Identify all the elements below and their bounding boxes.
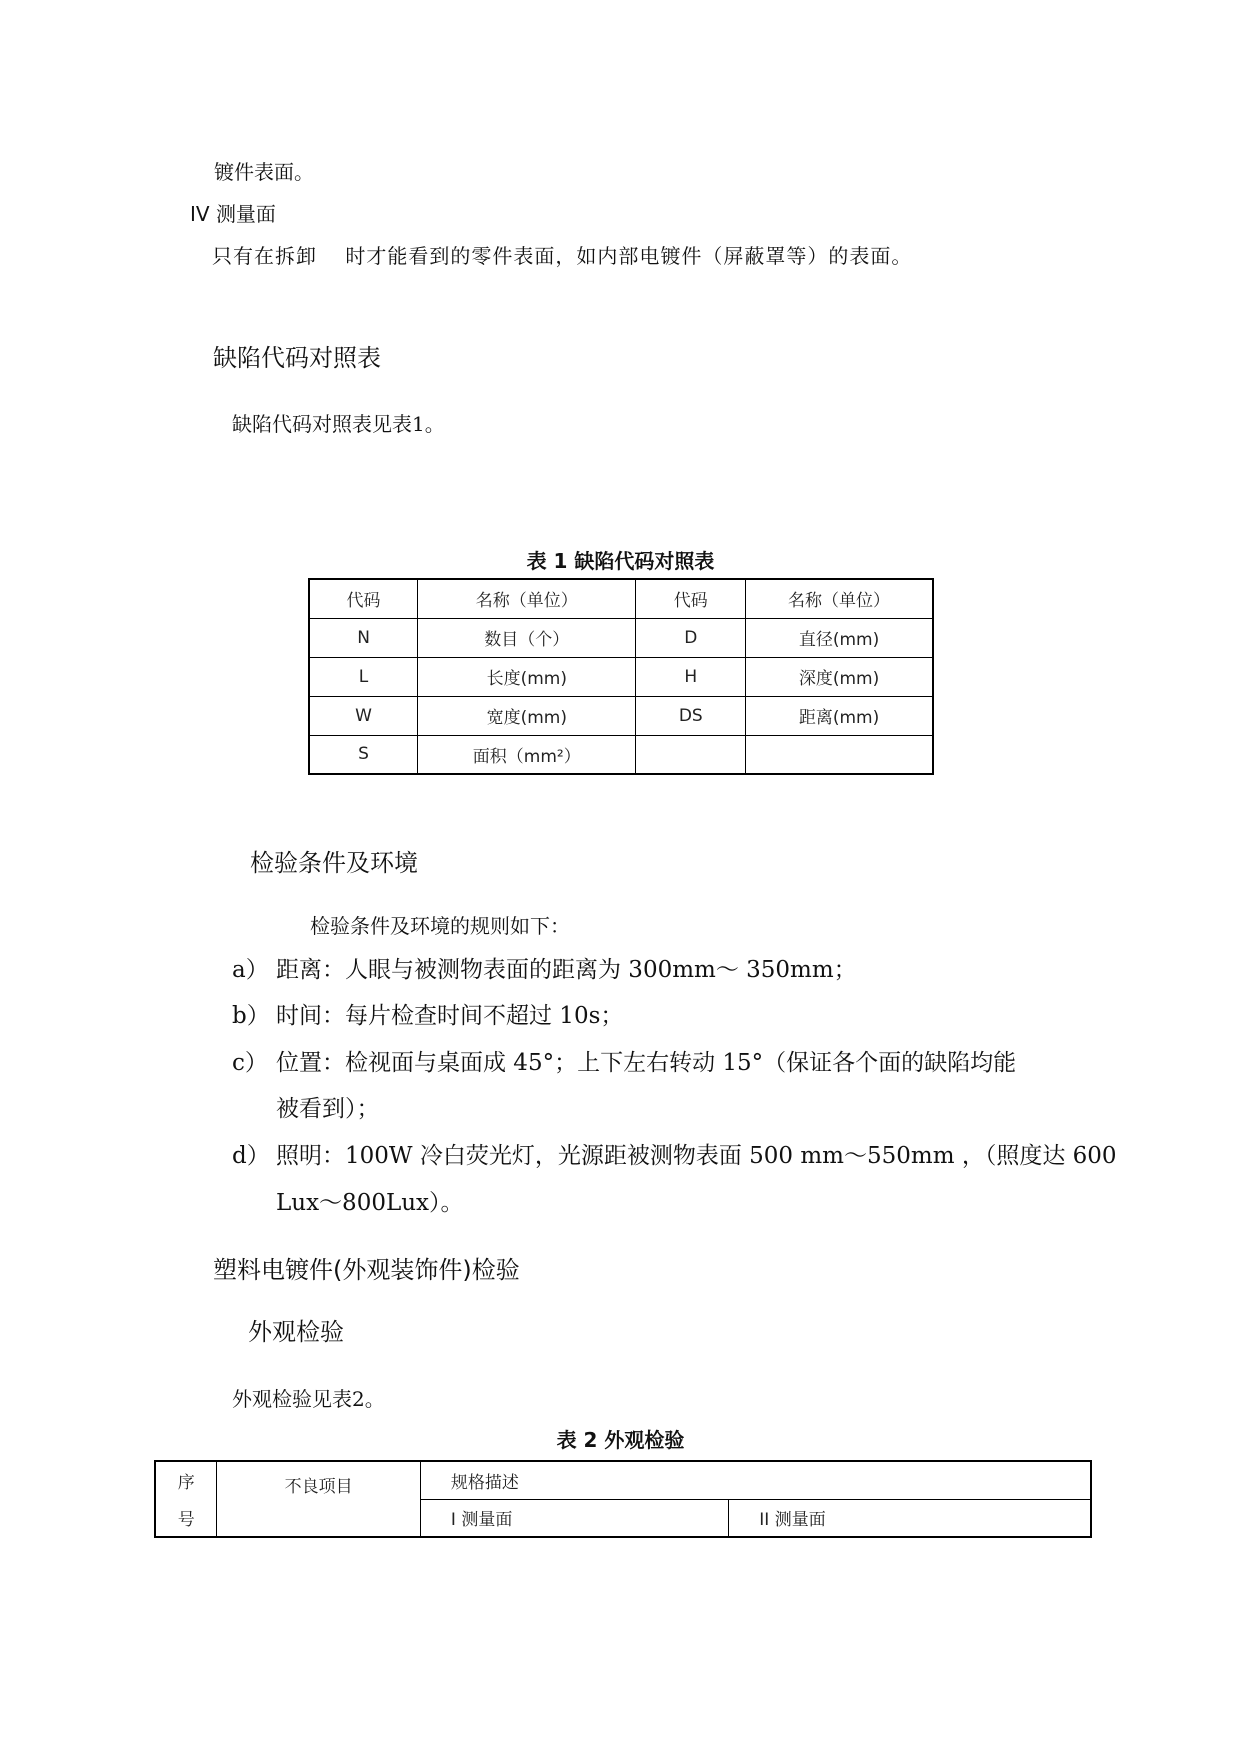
table-cell xyxy=(746,735,933,774)
table-cell: 直径(mm) xyxy=(746,618,933,657)
table-cell: 长度(mm) xyxy=(418,657,636,696)
table-row xyxy=(309,735,933,774)
table-cell: 深度(mm) xyxy=(746,657,933,696)
table-cell: DS xyxy=(636,696,746,735)
condition-d-continuation: Lux～800Lux）。 xyxy=(276,1190,464,1216)
header-code-2: 代码 xyxy=(636,579,746,618)
table-row xyxy=(309,696,933,735)
header-code-1: 代码 xyxy=(309,579,418,618)
header-defect-item-label: 不良项目 xyxy=(284,1477,353,1497)
heading-defect-codes: 缺陷代码对照表 xyxy=(213,344,381,372)
appearance-inspection-text: 外观检验见表2。 xyxy=(232,1387,385,1411)
condition-b-text: 时间：每片检查时间不超过 10s； xyxy=(276,1003,624,1029)
header-measurement-surface-i: I 测量面 xyxy=(420,1499,728,1537)
condition-a-marker: a） xyxy=(232,957,269,983)
table-cell: 面积（mm²） xyxy=(418,735,636,774)
appearance-inspection-table xyxy=(154,1460,1092,1538)
condition-b-marker: b） xyxy=(232,1003,270,1029)
heading-plastic-plated-parts: 塑料电镀件(外观装饰件)检验 xyxy=(213,1256,520,1284)
header-measurement-surface-ii: II 测量面 xyxy=(729,1499,1091,1537)
table-cell: 宽度(mm) xyxy=(418,696,636,735)
subheading-appearance-inspection: 外观检验 xyxy=(248,1318,344,1346)
condition-c-text: 位置：检视面与桌面成 45°；上下左右转动 15°（保证各个面的缺陷均能 xyxy=(276,1050,1017,1076)
table-1-caption: 表 1 缺陷代码对照表 xyxy=(526,549,715,573)
condition-d-text: 照明：100W 冷白荧光灯，光源距被测物表面 500 mm～550mm ，（照度达 600 xyxy=(276,1143,1117,1169)
header-name-unit-2: 名称（单位） xyxy=(746,579,933,618)
header-defect-item xyxy=(217,1461,421,1537)
header-name-unit-1: 名称（单位） xyxy=(418,579,636,618)
condition-c-continuation: 被看到）； xyxy=(276,1096,380,1122)
conditions-intro: 检验条件及环境的规则如下： xyxy=(310,914,570,938)
table-2-caption: 表 2 外观检验 xyxy=(556,1428,685,1452)
table-cell: D xyxy=(636,618,746,657)
header-spec-description: 规格描述 xyxy=(420,1461,1091,1499)
condition-c-marker: c） xyxy=(232,1050,268,1076)
table-cell: W xyxy=(309,696,418,735)
defect-code-table xyxy=(308,578,934,775)
condition-d-marker: d） xyxy=(232,1143,270,1169)
intro-line-1: 镀件表面。 xyxy=(214,160,314,184)
table-header-row xyxy=(309,579,933,618)
header-seq-top: 序 xyxy=(155,1461,217,1499)
table-cell: 距离(mm) xyxy=(746,696,933,735)
table-cell xyxy=(636,735,746,774)
table-cell: L xyxy=(309,657,418,696)
defect-codes-text: 缺陷代码对照表见表1。 xyxy=(232,412,445,436)
table-cell: 数目（个） xyxy=(418,618,636,657)
condition-a-text: 距离：人眼与被测物表面的距离为 300mm～ 350mm； xyxy=(276,957,857,983)
table-row xyxy=(309,618,933,657)
table-cell: S xyxy=(309,735,418,774)
intro-line-2: 只有在拆卸 时才能看到的零件表面，如内部电镀件（屏蔽罩等）的表面。 xyxy=(212,244,913,268)
table-header-row xyxy=(155,1461,1091,1499)
heading-iv-measurement-surface: IV 测量面 xyxy=(190,202,276,226)
table-cell: N xyxy=(309,618,418,657)
header-seq-bottom: 号 xyxy=(155,1499,217,1537)
heading-inspection-conditions: 检验条件及环境 xyxy=(250,849,418,877)
table-cell: H xyxy=(636,657,746,696)
table-row xyxy=(309,657,933,696)
